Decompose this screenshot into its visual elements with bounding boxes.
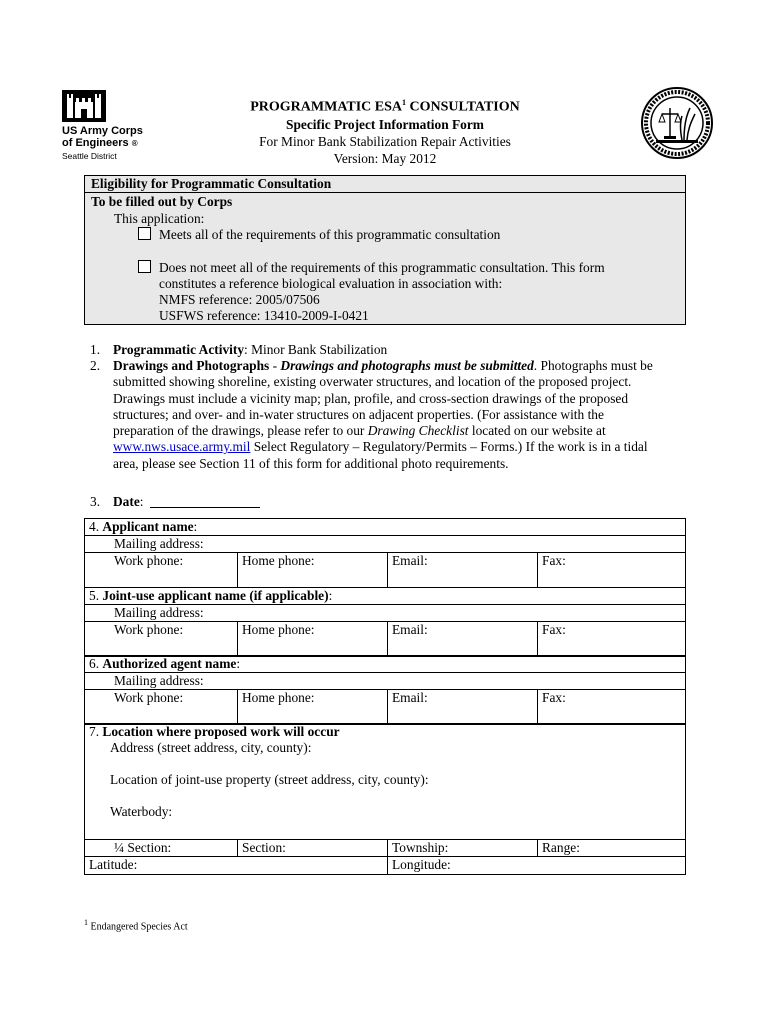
option-meets-requirements: Meets all of the requirements of this programmatic consultation	[138, 227, 500, 243]
form-title: PROGRAMMATIC ESA$^1$ CONSULTATION	[250, 98, 520, 115]
applicant-home-phone[interactable]: Home phone:	[237, 553, 387, 587]
org-name	[62, 125, 143, 162]
footnote: $^1$ Endangered Species Act	[84, 918, 188, 933]
agent-mailing-row[interactable]	[85, 673, 685, 690]
applicant-name-row[interactable]: 4. Applicant name:	[85, 519, 685, 536]
section-field[interactable]: Section:	[237, 840, 387, 856]
org-district: Seattle District	[62, 151, 117, 161]
org-line-2: of Engineers	[62, 137, 129, 149]
joint-name-label: Joint-use applicant name (if applicable)	[102, 588, 329, 603]
item-programmatic-activity: Programmatic Activity: Minor Bank Stabilization	[113, 342, 388, 357]
does-not-meet-checkbox[interactable]	[138, 260, 151, 273]
joint-fax[interactable]: Fax:	[537, 622, 685, 656]
joint-work-phone[interactable]: Work phone:	[114, 622, 184, 637]
usace-website-link[interactable]: www.nws.usace.army.mil	[113, 439, 251, 455]
joint-email[interactable]: Email:	[387, 622, 537, 656]
usace-castle-logo	[62, 90, 106, 122]
waterbody-label: Waterbody:	[110, 804, 173, 819]
corps-seal-icon	[640, 86, 714, 160]
org-line-1: US Army Corps	[62, 125, 143, 137]
joint-phone-row	[85, 622, 685, 656]
registered-mark-icon: ®	[131, 139, 138, 148]
agent-email[interactable]: Email:	[387, 690, 537, 724]
corps-only-note: To be filled out by Corps	[91, 194, 233, 209]
agent-name-label: Authorized agent name	[102, 656, 237, 671]
eligibility-box	[84, 175, 686, 325]
footnote-ref: 1	[402, 98, 407, 107]
agent-fax[interactable]: Fax:	[537, 690, 685, 724]
joint-use-table	[84, 587, 686, 657]
applicant-mailing-label: Mailing address:	[114, 536, 204, 551]
castle-icon	[62, 90, 106, 122]
item-1-number: 1.	[90, 342, 101, 357]
applicant-email[interactable]: Email:	[387, 553, 537, 587]
form-subtitle: Specific Project Information Form	[286, 116, 484, 132]
applicant-mailing-row[interactable]	[85, 536, 685, 553]
longitude-field[interactable]: Longitude:	[387, 857, 685, 874]
form-activity: For Minor Bank Stabilization Repair Activities	[259, 133, 511, 149]
nmfs-reference: NMFS reference: 2005/07506	[159, 292, 320, 307]
joint-property-label: Location of joint-use property (street address, city, county):	[110, 772, 429, 787]
location-address-label: Address (street address, city, county):	[110, 740, 312, 755]
item-3-number: 3.	[90, 494, 101, 509]
location-label: Location where proposed work will occur	[102, 724, 340, 739]
joint-name-row[interactable]: 5. Joint-use applicant name (if applicable):	[85, 588, 685, 605]
latitude-field[interactable]: Latitude:	[89, 857, 138, 872]
agent-mailing-label: Mailing address:	[114, 673, 204, 688]
usfws-reference: USFWS reference: 13410-2009-I-0421	[159, 308, 369, 323]
quarter-section-field[interactable]: ¼ Section:	[114, 840, 172, 855]
township-field[interactable]: Township:	[387, 840, 537, 856]
option2-line2: constitutes a reference biological evaluation in association with:	[159, 276, 503, 291]
form-title-block	[200, 94, 570, 167]
joint-mailing-row[interactable]	[85, 605, 685, 622]
agent-name-row[interactable]: 6. Authorized agent name:	[85, 656, 685, 673]
option-does-not-meet: Does not meet all of the requirements of this programmatic consultation. This form	[138, 260, 605, 276]
applicant-fax[interactable]: Fax:	[537, 553, 685, 587]
location-table	[84, 723, 686, 875]
eligibility-heading: Eligibility for Programmatic Consultation	[85, 176, 685, 193]
agent-table	[84, 655, 686, 725]
joint-home-phone[interactable]: Home phone:	[237, 622, 387, 656]
applicant-table	[84, 518, 686, 588]
applicant-phone-row	[85, 553, 685, 587]
applicant-work-phone[interactable]: Work phone:	[114, 553, 184, 568]
agent-phone-row	[85, 690, 685, 724]
applicant-name-label: Applicant name	[102, 519, 194, 534]
item-2-number: 2.	[90, 358, 101, 373]
agent-home-phone[interactable]: Home phone:	[237, 690, 387, 724]
range-field[interactable]: Range:	[537, 840, 685, 856]
joint-mailing-label: Mailing address:	[114, 605, 204, 620]
coordinates-row	[85, 857, 685, 874]
form-version: Version: May 2012	[333, 150, 437, 166]
item-drawings-photographs: Drawings and Photographs - Drawings and photographs must be submitted. Photographs must be submitted showing shoreline, existing overwater structures, and location of the proposed project. Drawings must include a vicinity map; plan, profile, and cross-section drawings of the proposed structures; and over- and in-water structures on adjacent properties. (For assistance with the preparation of the drawings, please refer to our Drawing Checklist located on our website at www.nws.usace.army.mil Select Regulatory – Regulatory/Permits – Forms.) If the work is in a tidal area, please see Section 11 of this form for additional photo requirements.	[113, 358, 653, 471]
item-date: Date:	[113, 494, 683, 510]
location-block[interactable]: 7. Location where proposed work will occur Address (street address, city, county): Location of joint-use property (street address, city, county): Waterbody:	[85, 724, 685, 840]
agent-work-phone[interactable]: Work phone:	[114, 690, 184, 705]
date-field[interactable]	[150, 495, 260, 508]
plss-row	[85, 840, 685, 857]
meets-requirements-checkbox[interactable]	[138, 227, 151, 240]
this-application-label: This application:	[114, 211, 205, 226]
